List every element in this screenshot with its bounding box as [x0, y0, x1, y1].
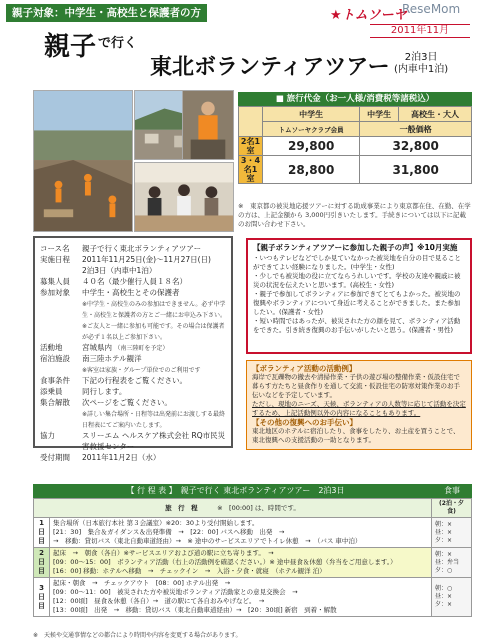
voice-item: ・いつもテレビなどでしか見ていなかった被災地を自分の目で見ることができてよい経験になりました。(中学生・女性) [253, 254, 461, 271]
itinerary-footnote: ※ 天候や交通事情などの都合により時間や内容を変更する場合があります。 [33, 632, 242, 639]
info-row [40, 375, 226, 386]
info-value: 下記の行程表をご覧ください。 [82, 376, 187, 385]
itinerary-title: 【 行 程 表 】 親子で行く 東北ボランティアツアー 2泊3日 食事 [33, 484, 472, 498]
info-row [40, 397, 226, 430]
info-key: コース名 [40, 244, 70, 253]
info-value: 次ページをご覧ください。 [82, 398, 172, 407]
info-value: 親子で行く東北ボランティアツアー [82, 244, 202, 253]
row-label: 3・4名1室 [239, 156, 263, 184]
day-program: 集合場所（日本旅行本社 第３会議室）※20：30より受付開始します。 [21：30] 集合＆ガイダンス＆出発準備 → [22：00] バスへ移動 出発 → → 移動：貸切バス（東北自動車道経由）→ ※ 途中のサービスエリアでトイレ休憩 → （バス 車中泊） [50, 518, 432, 548]
day-program: 起床・朝食 → チェックアウト [08：00] ホテル出発 → [09：00〜11：00] 被災された方や被災地ボランティア活動家との意見交換会 → [12：00頃] 昼食＆休憩（各自）→ 道の駅にて各自おみやげなど。 → [13：00頃] 出発 → 移動：貸切バス（東北自動車道経由）→ [20：30頃] 新宿 到着・解散 [50, 578, 432, 617]
member-price: 28,800 [263, 156, 360, 184]
info-value: 中学生・高校生とその保護者 [82, 288, 180, 297]
info-row [40, 386, 226, 397]
row-label: 2名1室 [239, 137, 263, 156]
worker-orange-vest-photo [182, 90, 234, 160]
kids-at-table-photo [134, 162, 234, 232]
day-label: 2日目 [34, 548, 50, 578]
voices-title: 【親子ボランティアツアーに参加した親子の声】※10月実施 [253, 243, 458, 252]
info-key: 実施日程 [40, 255, 70, 264]
info-value: 2011年11月2日（水） [82, 453, 161, 462]
page-title: 東北ボランティアツアー [150, 55, 390, 80]
info-value: 同行します。 [82, 387, 127, 396]
col-middle: 中学生 [360, 107, 399, 122]
activities-box [246, 360, 472, 450]
info-key: 参加対象 [40, 288, 70, 297]
info-key: 活動地 [40, 343, 63, 352]
col-member: 中学生 [263, 107, 360, 122]
price-table [238, 92, 472, 184]
audience-label: 親子対象：中学生・高校生と保護者の方 [6, 4, 207, 22]
day-meals: 朝：× 昼：× 夕：× [432, 518, 472, 548]
general-price: 31,800 [360, 156, 472, 184]
price-note: ※ 東京都の被災地応援ツアーに対する助成事業により東京都在住、在勤、在学の方は、上記金額から 3,000円引きいたします。手続きについては以下に記載のお問い合わせ下さい。 [238, 202, 471, 228]
activities-title: 【ボランティア活動の活動例】 [252, 364, 357, 373]
info-key: 添乗員 [40, 387, 63, 396]
info-key: 募集人員 [40, 277, 70, 286]
info-row [40, 243, 226, 254]
info-value: 南三陸ホテル観洋 [82, 354, 142, 363]
voice-item: ・親子で参加してボランティアに参加できてとてもよかった。被災地の復興やボランティアについて身近に考えることができました。また参加したい。(保護者・女性) [253, 290, 461, 316]
title-line-1: 親子 $^{で行く}$ [44, 32, 138, 62]
info-sub: （南三陸町を予定） [114, 345, 169, 352]
price-corner-cell [239, 107, 263, 137]
day-meals: 朝：× 昼：弁当 夕：○ [432, 548, 472, 578]
info-sub: 2泊3日（内車中1泊） [82, 266, 157, 275]
info-value: スリーエム ヘルスケア株式会社 RQ市民災害救援センター [82, 431, 226, 451]
day-meals: 朝：○ 昼：× 夕：× [432, 578, 472, 617]
col-general: 一般価格 [360, 122, 472, 137]
info-key: 宿泊施設 [40, 354, 70, 363]
day-program: 起床 → 朝食（各自）※サービスエリアおよび道の駅に立ち寄ります。 → [09：00〜15：00] ボランティア活動（右上の活動例を確認ください。）※ 途中昼食＆休憩（弁当をご用意します。） [16：00] 移動：ホテルへ移動 → チェックイン → 入浴・夕食・就寝 （ホテル観洋 泊） [50, 548, 432, 578]
voice-item: ・短い時間ではあったが、被災された方の顔を見て、ボランティア活動をできた。引き続き復興のお手伝いがしたいと思う。(保護者・男性) [253, 317, 461, 334]
info-key: 食事条件 [40, 376, 70, 385]
volunteers-clearing-rubble-photo [33, 90, 133, 232]
itinerary-table [33, 484, 472, 617]
info-row [40, 452, 226, 463]
col-high: 高校生・大人 [398, 107, 471, 122]
other-support-title: 【その他の復興へのお手伝い】 [252, 418, 357, 427]
logo-figure-icon: ★ [330, 8, 342, 23]
info-row [40, 430, 226, 452]
itinerary-head-meal: (2泊・夕食) [432, 499, 472, 518]
watermark: ReseMom [402, 2, 461, 16]
voice-item: ・少しでも被災地の役に立てならうれしいです。学校の友達や親戚に被災の状況を伝えたいと思います。(高校生・女性) [253, 272, 461, 289]
activities-text: 海岸で瓦礫物の撤去や清掃作業・子供の遊び場の整備作業・仮設住宅で暮らす方たちと昼食作りを通して交流・仮設住宅の防寒対策作業のお手伝いなどを予定しています。 [252, 373, 460, 399]
day-label: 3日目 [34, 578, 50, 617]
info-sub: ※客室は家族・グループ単位でのご利用です [82, 367, 201, 374]
member-price: 29,800 [263, 137, 360, 156]
info-row [40, 342, 226, 353]
info-key: 受付期間 [40, 453, 70, 462]
info-key: 協力 [40, 431, 55, 440]
info-row [40, 287, 226, 342]
tour-duration: 2泊3日 (内車中1泊) [394, 52, 449, 75]
info-sub: ※詳しい集合場所・日程等は出発前にお渡しする最終日程表にてご案内いたします。 [82, 411, 226, 429]
info-row [40, 276, 226, 287]
info-sub: ※中学生・高校生のみの参加はできません。必ず中学生・高校生と保護者の方とご一緒にお申込み下さい。※ご友人と一緒に参加も可能です。その場合は保護者が必ず１名以上ご参加下さい。 [82, 301, 227, 341]
itinerary-head-program: 旅 行 程 ※ [00:00] は、時間です。 [34, 499, 432, 518]
info-value: 宮城県内 [82, 343, 112, 352]
col-member-sub: トムソーヤクラブ会員 [263, 122, 360, 137]
info-row [40, 353, 226, 375]
day-label: 1日目 [34, 518, 50, 548]
issue-month: 2011年11月 [370, 24, 470, 38]
info-value: ４０名（最少催行人員１８名） [82, 277, 187, 286]
general-price: 32,800 [360, 137, 472, 156]
price-header: ■ 旅行代金（お一人様/消費税等諸税込） [238, 92, 472, 106]
tour-info-box [33, 236, 233, 462]
activities-caveat: ただし、現地のニーズ、天候、ボランティアの人数等に応じて活動を決定するため、上記活動例以外の内容になることもあります。 [252, 400, 466, 417]
info-value: 2011年11月25日(金)〜11月27日(日) [82, 255, 211, 264]
info-row [40, 254, 226, 276]
other-support-text: 東北地区のホテルに宿泊したり、食事をしたり、お土産を買うことで、東北復興への支援活動の一助となります。 [252, 427, 460, 444]
info-key: 集合解散 [40, 398, 70, 407]
brand-logo: ★トムソーヤ [330, 8, 407, 23]
participant-voices-box [246, 238, 472, 354]
